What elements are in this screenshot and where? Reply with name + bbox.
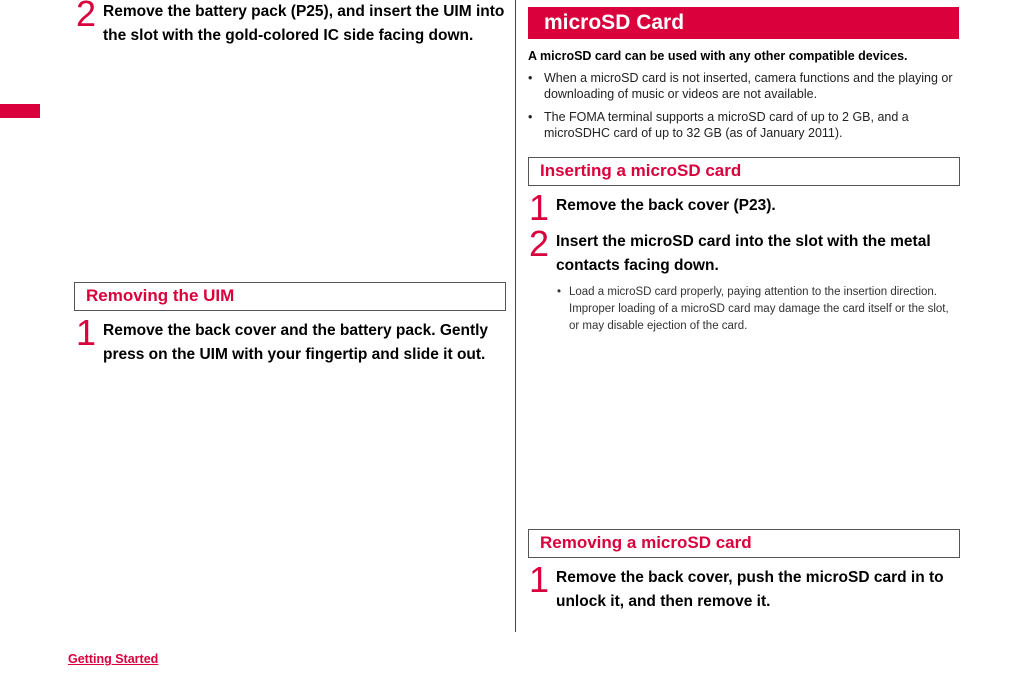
step-text: Insert the microSD card into the slot with the metal contacts facing down. [556, 233, 931, 274]
bullet-item: • The FOMA terminal supports a microSD card of up to 2 GB, and a microSDHC card of up to 32 GB (as of January 2011). [528, 109, 968, 141]
step-number: 1 [529, 187, 550, 228]
step-number: 2 [529, 223, 550, 264]
bullet-item: • When a microSD card is not inserted, camera functions and the playing or downloading of music or videos are not available. [528, 70, 968, 102]
intro-text: A microSD card can be used with any other compatible devices. [528, 49, 908, 63]
inserting-heading [528, 157, 960, 186]
section-title-bar [528, 7, 959, 39]
removing-heading [528, 529, 960, 558]
step-number: 2 [76, 0, 97, 34]
section-title: microSD Card [544, 11, 685, 34]
step-text: Remove the battery pack (P25), and insert the UIM into the slot with the gold-colored IC side facing down. [103, 3, 505, 44]
step-text: Remove the back cover and the battery pack. Gently press on the UIM with your fingertip and slide it out. [103, 322, 489, 363]
subhead-label: Inserting a microSD card [540, 161, 742, 180]
subhead-label: Removing the UIM [86, 286, 235, 305]
removing-uim-heading [74, 282, 506, 311]
info-bullets [528, 70, 968, 148]
insert-note: • Load a microSD card properly, paying attention to the insertion direction. Improper loading of a microSD card may damage the card itself or the slot, or may disable ejection of the card. [557, 284, 959, 335]
column-divider [515, 0, 516, 632]
footer-chapter-link[interactable]: Getting Started [68, 652, 159, 666]
step-number: 1 [529, 559, 550, 600]
step-number: 1 [76, 312, 97, 353]
subhead-label: Removing a microSD card [540, 533, 752, 552]
chapter-tab [0, 104, 40, 118]
step-text: Remove the back cover (P23). [556, 197, 776, 214]
step-text: Remove the back cover, push the microSD card in to unlock it, and then remove it. [556, 569, 944, 610]
